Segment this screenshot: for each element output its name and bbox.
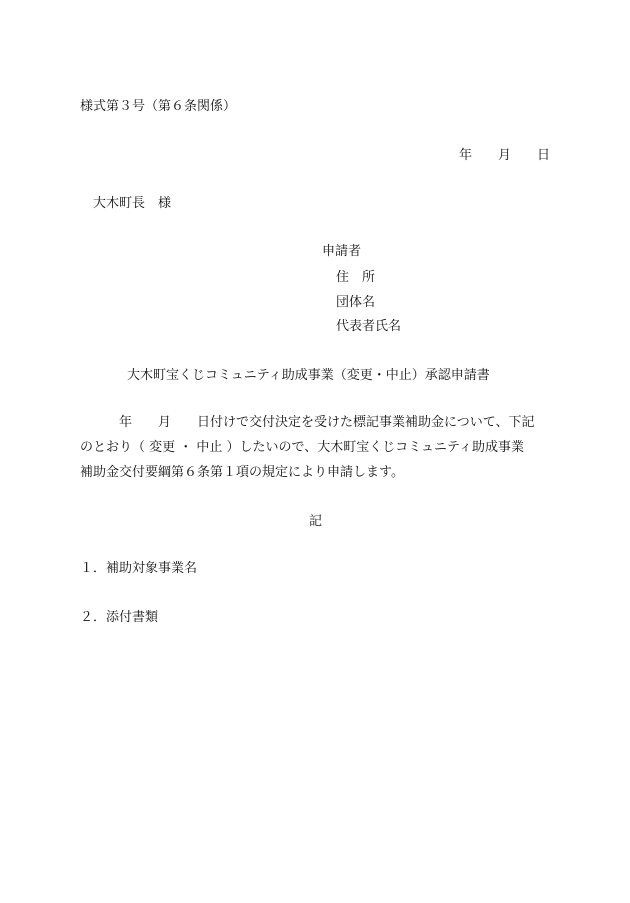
ki-heading: 記 (309, 514, 323, 529)
document-title: 大木町宝くじコミュニティ助成事業（変更・中止）承認申請書 (127, 368, 490, 383)
date-day-label: 日 (536, 148, 550, 163)
list-item: １．補助対象事業名 (80, 561, 198, 576)
body-line-1: 年 月 日付けで交付決定を受けた標記事業補助金について、下記 (119, 415, 535, 430)
recipient: 大木町長 様 (93, 196, 172, 211)
applicant-organization-label: 団体名 (336, 295, 376, 310)
date-line (459, 149, 550, 162)
body-line-2: のとおり（ 変更 ・ 中止 ）したいので、大木町宝くじコミュニティ助成事業 (80, 440, 524, 455)
applicant-representative-label: 代表者氏名 (336, 319, 402, 334)
date-year-label: 年 (458, 148, 472, 163)
applicant-address-label: 住 所 (336, 270, 376, 285)
form-number: 様式第３号（第６条関係） (80, 99, 237, 114)
date-month-label: 月 (497, 148, 511, 163)
body-line-3: 補助金交付要綱第６条第１項の規定により申請します。 (80, 465, 404, 480)
applicant-title: 申請者 (322, 244, 362, 259)
list-item: ２．添付書類 (80, 610, 159, 625)
